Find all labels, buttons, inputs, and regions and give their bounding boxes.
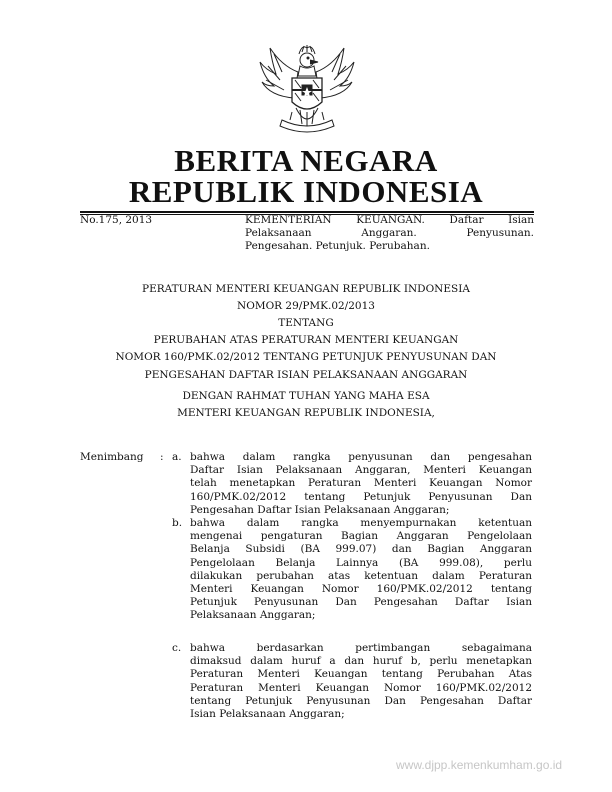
item-line: Petunjuk Penyusunan Dan Pengesahan Daftar Isian — [190, 596, 532, 609]
minister-heading: MENTERI KEUANGAN REPUBLIK INDONESIA, — [177, 407, 435, 419]
item-line: Isian Pelaksanaan Anggaran; — [190, 708, 345, 721]
regulation-subject-line1: PERUBAHAN ATAS PERATURAN MENTERI KEUANGAN — [153, 334, 459, 346]
consideration-item — [190, 451, 532, 517]
item-line: 160/PMK.02/2012 tentang Petunjuk Penyusunan Dan — [190, 490, 532, 503]
summary-line: KEMENTERIAN KEUANGAN. Daftar Isian — [245, 214, 534, 226]
item-line: dimaksud dalam huruf a dan huruf b, perlu menetapkan — [190, 655, 532, 668]
garuda-emblem-icon — [252, 40, 362, 140]
gazette-number: No.175, 2013 — [80, 214, 153, 226]
regulation-subject-line2: NOMOR 160/PMK.02/2012 TENTANG PETUNJUK PENYUSUNAN DAN — [115, 351, 497, 363]
item-marker: b. — [172, 517, 183, 529]
item-marker: c. — [172, 642, 182, 654]
item-line: Pengesahan Daftar Isian Pelaksanaan Anggaran; — [190, 503, 450, 516]
masthead-rule — [80, 211, 534, 213]
preamble-line: DENGAN RAHMAT TUHAN YANG MAHA ESA — [182, 390, 430, 402]
item-line: Pengelolaan Belanja Lainnya (BA 999.08), perlu — [190, 556, 532, 569]
masthead-title-line2: REPUBLIK INDONESIA — [128, 174, 484, 209]
item-line: dilakukan perubahan atas ketentuan dalam Peraturan — [190, 569, 532, 582]
item-line: bahwa berdasarkan pertimbangan sebagaimana — [190, 642, 532, 654]
gazette-summary — [245, 214, 534, 253]
menimbang-label: Menimbang — [80, 451, 144, 463]
item-line: bahwa dalam rangka menyempurnakan ketentuan — [190, 517, 532, 529]
consideration-item — [190, 517, 532, 623]
item-line: Peraturan Menteri Keuangan Nomor 160/PMK.02/2012 — [190, 681, 532, 694]
item-line: tentang Petunjuk Penyusunan Dan Pengesahan Daftar — [190, 694, 532, 707]
summary-line: Pelaksanaan Anggaran. Penyusunan. — [245, 227, 534, 239]
masthead-title-line1: BERITA NEGARA — [174, 143, 438, 178]
item-line: Menteri Keuangan Nomor 160/PMK.02/2012 tentang — [190, 583, 532, 596]
regulation-tentang: TENTANG — [278, 317, 334, 329]
menimbang-colon: : — [160, 451, 164, 463]
item-line: Pelaksanaan Anggaran; — [190, 609, 316, 622]
item-line: Belanja Subsidi (BA 999.07) dan Bagian Anggaran — [190, 543, 532, 556]
summary-line: Pengesahan. Petunjuk. Perubahan. — [245, 240, 430, 252]
regulation-title: PERATURAN MENTERI KEUANGAN REPUBLIK INDONESIA — [142, 283, 470, 295]
item-line: Daftar Isian Pelaksanaan Anggaran, Menteri Keuangan — [190, 464, 532, 477]
regulation-number: NOMOR 29/PMK.02/2013 — [237, 300, 375, 312]
consideration-item — [190, 642, 532, 721]
item-line: telah menetapkan Peraturan Menteri Keuangan Nomor — [190, 477, 532, 490]
regulation-subject-line3: PENGESAHAN DAFTAR ISIAN PELAKSANAAN ANGGARAN — [144, 369, 468, 381]
source-url-watermark: www.djpp.kemenkumham.go.id — [396, 758, 563, 772]
item-line: bahwa dalam rangka penyusunan dan pengesahan — [190, 451, 532, 463]
item-marker: a. — [172, 451, 182, 463]
item-line: Peraturan Menteri Keuangan tentang Perubahan Atas — [190, 668, 532, 681]
item-line: mengenai pengaturan Bagian Anggaran Pengelolaan — [190, 530, 532, 543]
